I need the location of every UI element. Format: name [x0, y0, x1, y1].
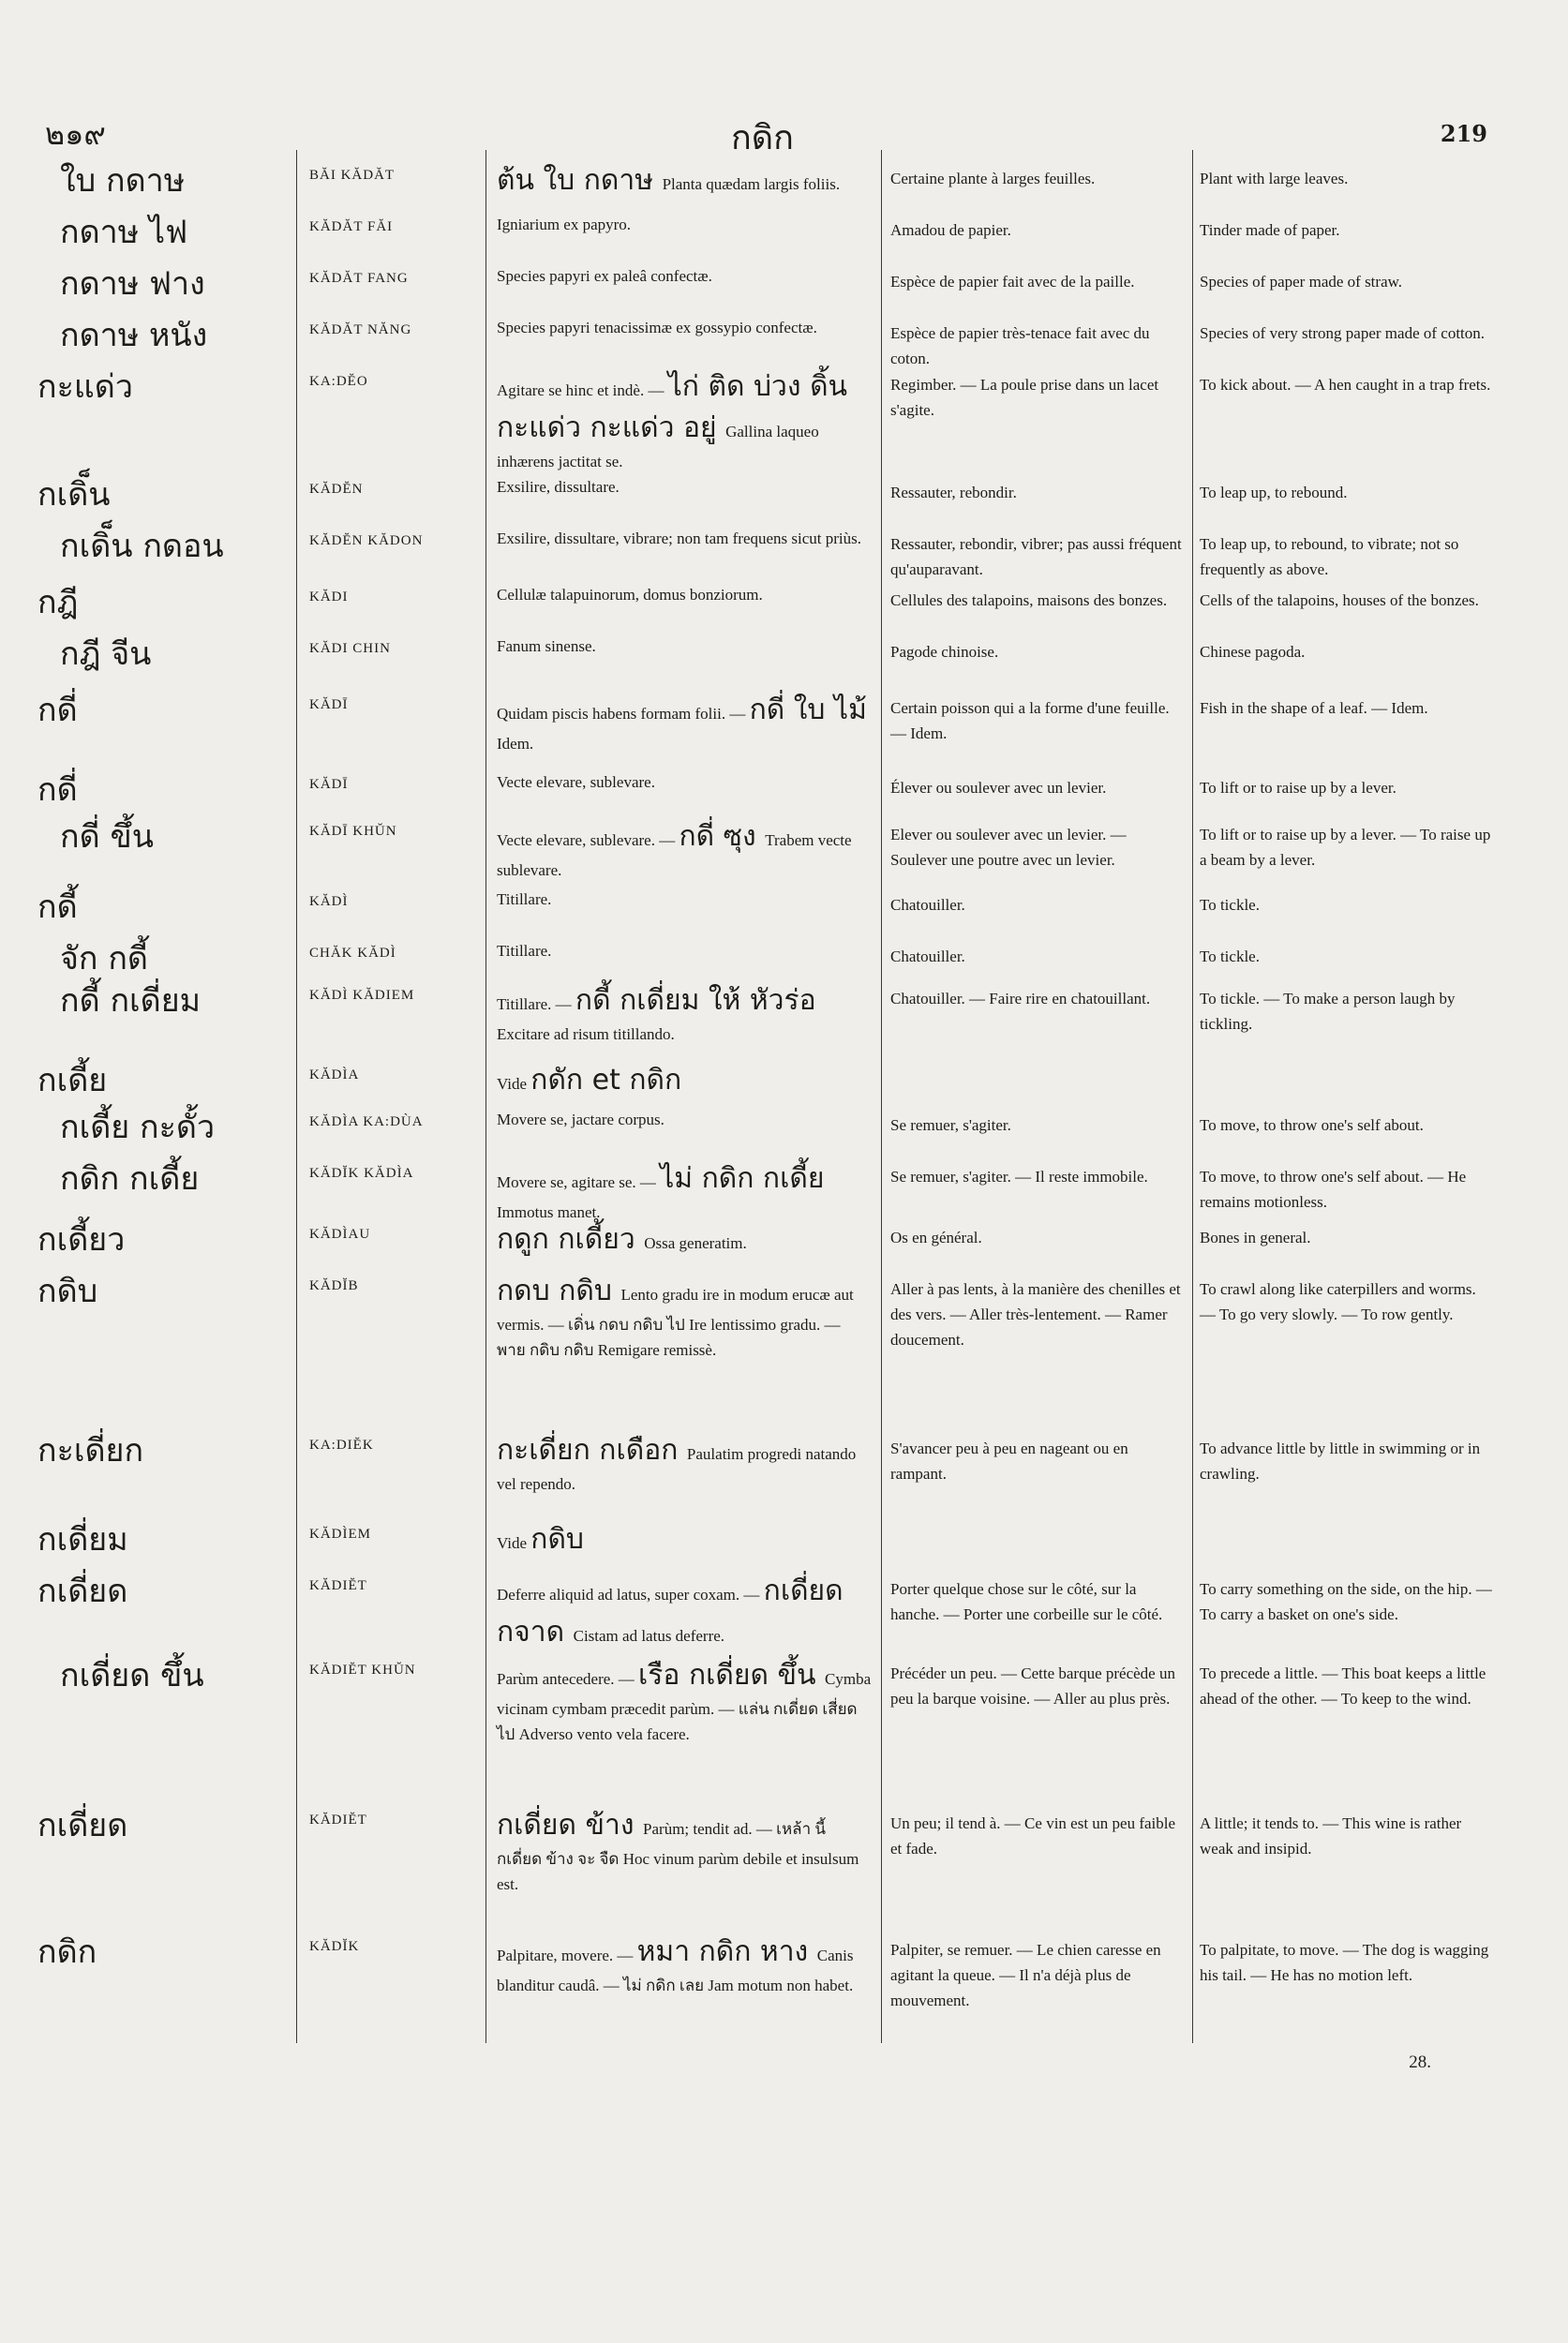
- entry-transliteration: KĂDĂT NĂNG: [309, 322, 412, 337]
- entry-french: Certain poisson qui a la forme d'une feuille. — Idem.: [890, 699, 1170, 742]
- entry-french: Elever ou soulever avec un levier. — Soulever une poutre avec un levier.: [890, 826, 1127, 869]
- latin-thai-example: กดี่ ซุง: [679, 820, 766, 853]
- latin-text: Vecte elevare, sublevare.: [497, 773, 655, 791]
- entry-english: To leap up, to rebound, to vibrate; not so frequently as above.: [1200, 535, 1459, 578]
- entry-english: A little; it tends to. — This wine is rather weak and insipid.: [1200, 1814, 1462, 1858]
- entry-transliteration: KĂDÌEM: [309, 1527, 371, 1542]
- entry-english: Tinder made of paper.: [1200, 221, 1340, 239]
- entry-french: Regimber. — La poule prise dans un lacet s'agite.: [890, 376, 1159, 419]
- entry-english: To leap up, to rebound.: [1200, 484, 1348, 501]
- entry-french: Espèce de papier très-tenace fait avec du coton.: [890, 324, 1150, 367]
- entry-headword: กเดิ็น: [37, 476, 111, 514]
- entry-french: Se remuer, s'agiter.: [890, 1116, 1011, 1134]
- latin-thai-example: ไม่ กดิก กเดี้ย: [660, 1162, 825, 1195]
- entry-transliteration: KĂDĂT FANG: [309, 271, 409, 286]
- latin-gloss: Gallina laqueo inhærens jactitat se.: [497, 423, 819, 470]
- entry-latin: [497, 1107, 872, 1132]
- entry-headword: กดี้ กเดี่ยม: [60, 982, 202, 1020]
- entry-latin: [497, 1430, 872, 1497]
- entry-transliteration: KĂDIĔT: [309, 1813, 367, 1828]
- entry-headword: กะแด่ว: [37, 368, 133, 406]
- entry-headword: กดี่: [37, 771, 78, 809]
- entry-french: Palpiter, se remuer. — Le chien caresse en agitant la queue. — Il n'a déjà plus de mouvement.: [890, 1941, 1161, 2009]
- entry-english: To tickle. — To make a person laugh by tickling.: [1200, 990, 1456, 1033]
- latin-thai-example: กดี่ ใบ ไม้: [749, 694, 867, 726]
- latin-text: Exsilire, dissultare.: [497, 478, 620, 496]
- entry-headword: กดาษ หนัง: [60, 317, 208, 354]
- entry-english: To move, to throw one's self about.: [1200, 1116, 1424, 1134]
- entry-headword: กเดี้ย: [37, 1062, 108, 1099]
- latin-text: Parùm antecedere. —: [497, 1670, 639, 1688]
- latin-text: Fanum sinense.: [497, 637, 596, 655]
- entry-latin: [497, 1805, 872, 1897]
- entry-english: Chinese pagoda.: [1200, 643, 1306, 661]
- entry-french: Précéder un peu. — Cette barque précède un peu la barque voisine. — Aller au plus près.: [890, 1664, 1175, 1708]
- entry-english: Fish in the shape of a leaf. — Idem.: [1200, 699, 1428, 717]
- entry-latin: [497, 1219, 872, 1261]
- latin-gloss: Paulatim progredi natando vel rependo.: [497, 1445, 857, 1493]
- entry-french: Ressauter, rebondir, vibrer; pas aussi fréquent qu'auparavant.: [890, 535, 1182, 578]
- entry-english: To tickle.: [1200, 948, 1260, 965]
- latin-text: Agitare se hinc et indè. —: [497, 381, 668, 399]
- entry-english: To palpitate, to move. — The dog is wagging his tail. — He has no motion left.: [1200, 1941, 1489, 1984]
- latin-text: Titillare.: [497, 890, 552, 908]
- entry-french: Amadou de papier.: [890, 221, 1011, 239]
- entry-english: To carry something on the side, on the hip. — To carry a basket on one's side.: [1200, 1580, 1492, 1623]
- latin-text: Vide: [497, 1534, 531, 1552]
- running-head: กดิก: [731, 119, 794, 157]
- entry-english: To advance little by little in swimming or in crawling.: [1200, 1440, 1481, 1483]
- entry-french: Pagode chinoise.: [890, 643, 999, 661]
- latin-gloss: Cistam ad latus deferre.: [573, 1627, 725, 1645]
- latin-gloss: Ossa generatim.: [644, 1234, 747, 1252]
- entry-latin: [497, 474, 872, 500]
- latin-text: Species papyri tenacissimæ ex gossypio confectæ.: [497, 319, 817, 336]
- latin-gloss: Planta quædam largis foliis.: [662, 175, 841, 193]
- entry-french: Chatouiller.: [890, 896, 965, 914]
- entry-latin: [497, 1158, 872, 1225]
- latin-text: Exsilire, dissultare, vibrare; non tam frequens sicut priùs.: [497, 530, 862, 547]
- entry-english: To precede a little. — This boat keeps a little ahead of the other. — To keep to the wind.: [1200, 1664, 1486, 1708]
- entry-transliteration: KĂDIĔT: [309, 1578, 367, 1593]
- latin-thai-example: ไก่ ติด บ่วง ดิ้น กะแด่ว กะแด่ว อยู่: [497, 370, 848, 444]
- latin-gloss: Lento gradu ire in modum erucæ aut vermis. — เดิ่น กดบ กดิบ ไป Ire lentissimo gradu. — พาย กดิบ กดิบ Remigare remissè.: [497, 1286, 854, 1359]
- entry-french: Chatouiller. — Faire rire en chatouillant.: [890, 990, 1151, 1007]
- latin-thai-example: กะเดี่ยก กเดือก: [497, 1434, 687, 1467]
- entry-headword: กดาษ ฟาง: [60, 265, 205, 303]
- entry-latin: [497, 526, 872, 551]
- entry-latin: [497, 1271, 872, 1363]
- entry-latin: [497, 816, 872, 883]
- column-rule: [881, 150, 882, 2043]
- entry-french: Porter quelque chose sur le côté, sur la hanche. — Porter une corbeille sur le côté.: [890, 1580, 1163, 1623]
- entry-headword: กเดี้ยว: [37, 1221, 126, 1259]
- entry-french: Os en général.: [890, 1229, 982, 1246]
- entry-latin: [497, 887, 872, 912]
- entry-latin: [497, 160, 872, 201]
- entry-headword: กเดี่ยม: [37, 1521, 128, 1559]
- latin-thai-example: หมา กดิก หาง: [636, 1935, 817, 1968]
- entry-latin: [497, 366, 872, 474]
- entry-latin: [497, 634, 872, 659]
- entry-latin: [497, 263, 872, 289]
- entry-transliteration: KĂDĬK KĂDÌA: [309, 1166, 414, 1181]
- latin-text: Movere se, agitare se. —: [497, 1173, 661, 1191]
- entry-headword: กเดิ็น กดอน: [60, 528, 224, 565]
- entry-headword: กะเดี่ยก: [37, 1432, 144, 1470]
- latin-gloss: Cymba vicinam cymbam præcedit parùm. — แล่น กเดี่ยด เสี่ยด ไป Adverso vento vela facere.: [497, 1670, 872, 1743]
- entry-french: Ressauter, rebondir.: [890, 484, 1017, 501]
- latin-text: Movere se, jactare corpus.: [497, 1111, 665, 1128]
- entry-transliteration: KĂDÌA KA:DÙA: [309, 1114, 424, 1129]
- entry-latin: [497, 1060, 872, 1101]
- entry-transliteration: KĂDĬK: [309, 1939, 360, 1954]
- entry-transliteration: KA:DIĔK: [309, 1438, 374, 1453]
- entry-latin: [497, 1655, 872, 1747]
- entry-french: Élever ou soulever avec un levier.: [890, 779, 1107, 797]
- entry-transliteration: KĂDÌ: [309, 894, 349, 909]
- entry-latin: [497, 1519, 872, 1560]
- entry-transliteration: KĂDIĔT KHŬN: [309, 1663, 416, 1678]
- entry-latin: [497, 1932, 872, 1998]
- entry-english: To move, to throw one's self about. — He remains motionless.: [1200, 1168, 1467, 1211]
- latin-thai-example: กดบ กดิบ: [497, 1275, 621, 1307]
- entry-headword: กดี้: [37, 888, 78, 926]
- entry-headword: จัก กดี้: [60, 940, 148, 977]
- latin-gloss: Excitare ad risum titillando.: [497, 1025, 675, 1043]
- entry-english: Species of paper made of straw.: [1200, 273, 1403, 291]
- latin-gloss: Trabem vecte sublevare.: [497, 831, 852, 879]
- entry-transliteration: KĂDĪ: [309, 697, 349, 712]
- entry-french: Se remuer, s'agiter. — Il reste immobile.: [890, 1168, 1148, 1186]
- latin-text: Vide: [497, 1075, 531, 1093]
- entry-latin: [497, 938, 872, 963]
- entry-headword: กดิก กเดี้ย: [60, 1160, 200, 1198]
- signature-mark: 28.: [1409, 2052, 1431, 2072]
- entry-headword: กดิบ: [37, 1273, 98, 1310]
- latin-text: Deferre aliquid ad latus, super coxam. —: [497, 1586, 764, 1604]
- entry-english: To lift or to raise up by a lever.: [1200, 779, 1396, 797]
- column-rule: [485, 150, 486, 2043]
- entry-transliteration: CHĂK KĂDÌ: [309, 946, 396, 961]
- entry-transliteration: KĂDÌAU: [309, 1227, 371, 1242]
- latin-text: Igniarium ex papyro.: [497, 216, 632, 233]
- entry-transliteration: BĂI KĂDĂT: [309, 168, 396, 183]
- latin-thai-example: กดี้ กเดี่ยม ให้ หัวร่อ: [575, 984, 816, 1017]
- page-thai-numeral: ๒๑๙: [45, 116, 106, 152]
- entry-english: To lift or to raise up by a lever. — To raise up a beam by a lever.: [1200, 826, 1491, 869]
- latin-gloss: Idem.: [497, 735, 534, 753]
- entry-latin: [497, 769, 872, 795]
- entry-english: To kick about. — A hen caught in a trap frets.: [1200, 376, 1491, 394]
- entry-english: To tickle.: [1200, 896, 1260, 914]
- entry-latin: [497, 582, 872, 607]
- entry-headword: กฎี: [37, 584, 79, 621]
- latin-thai-example: กดัก et กดิก: [530, 1064, 682, 1097]
- entry-headword: กดี่: [37, 692, 78, 729]
- entry-headword: กเดี่ยด: [37, 1807, 128, 1844]
- entry-french: Un peu; il tend à. — Ce vin est un peu faible et fade.: [890, 1814, 1176, 1858]
- entry-headword: กเดี่ยด: [37, 1573, 128, 1610]
- latin-gloss: Immotus manet.: [497, 1203, 601, 1221]
- entry-transliteration: KĂDI: [309, 589, 349, 604]
- latin-gloss: Canis blanditur caudâ. — ไม่ กดิก เลย Jam motum non habet.: [497, 1947, 854, 1994]
- entry-headword: กดิก: [37, 1933, 97, 1971]
- entry-french: S'avancer peu à peu en nageant ou en rampant.: [890, 1440, 1128, 1483]
- entry-transliteration: KA:DĔO: [309, 374, 368, 389]
- latin-thai-example: เรือ กเดี่ยด ขึ้น: [638, 1659, 826, 1692]
- entry-latin: [497, 690, 872, 756]
- latin-thai-example: กดูก กเดี้ยว: [497, 1223, 645, 1256]
- latin-text: Palpitare, movere. —: [497, 1947, 637, 1964]
- entry-headword: กเดี่ยด ขึ้น: [60, 1657, 204, 1694]
- entry-transliteration: KĂDĬB: [309, 1278, 359, 1293]
- entry-english: Bones in general.: [1200, 1229, 1311, 1246]
- entry-english: To crawl along like caterpillers and worms. — To go very slowly. — To row gently.: [1200, 1280, 1476, 1323]
- entry-english: Species of very strong paper made of cotton.: [1200, 324, 1486, 342]
- latin-gloss: Parùm; tendit ad. — เหล้า นี้ กเดี่ยด ข้าง จะ จืด Hoc vinum parùm debile et insulsum est.: [497, 1820, 859, 1893]
- entry-headword: กดี่ ขึ้น: [60, 818, 154, 856]
- latin-text: Titillare.: [497, 942, 552, 960]
- entry-french: Aller à pas lents, à la manière des chenilles et des vers. — Aller très-lentement. — Ramer doucement.: [890, 1280, 1181, 1349]
- entry-french: Chatouiller.: [890, 948, 965, 965]
- latin-thai-example: กดิบ: [530, 1523, 584, 1556]
- entry-english: Plant with large leaves.: [1200, 170, 1349, 187]
- entry-french: Cellules des talapoins, maisons des bonzes.: [890, 591, 1168, 609]
- entry-headword: กฎี จีน: [60, 635, 152, 673]
- entry-transliteration: KĂDĔN: [309, 482, 364, 497]
- entry-latin: [497, 315, 872, 340]
- latin-text: Quidam piscis habens formam folii. —: [497, 705, 750, 723]
- latin-thai-example: กเดี่ยด กจาด: [497, 1574, 844, 1649]
- latin-text: Titillare. —: [497, 995, 575, 1013]
- entry-headword: กดาษ ไฟ: [60, 214, 188, 251]
- entry-english: Cells of the talapoins, houses of the bonzes.: [1200, 591, 1479, 609]
- entry-transliteration: KĂDÌ KĂDIEM: [309, 988, 415, 1003]
- column-rule: [1192, 150, 1193, 2043]
- entry-french: Espèce de papier fait avec de la paille.: [890, 273, 1135, 291]
- latin-text: Species papyri ex paleâ confectæ.: [497, 267, 712, 285]
- latin-thai-example: กเดี่ยด ข้าง: [497, 1809, 644, 1842]
- entry-transliteration: KĂDĔN KĂDON: [309, 533, 424, 548]
- entry-transliteration: KĂDÌA: [309, 1067, 360, 1082]
- entry-latin: [497, 1571, 872, 1653]
- entry-transliteration: KĂDI CHIN: [309, 641, 391, 656]
- page-number: 219: [1440, 120, 1487, 147]
- entry-headword: กเดี้ย กะดั้ว: [60, 1109, 216, 1146]
- column-rule: [296, 150, 297, 2043]
- latin-text: Vecte elevare, sublevare. —: [497, 831, 679, 849]
- entry-latin: [497, 212, 872, 237]
- entry-french: Certaine plante à larges feuilles.: [890, 170, 1096, 187]
- entry-transliteration: KĂDĪ KHŬN: [309, 824, 397, 839]
- latin-thai-example: ต้น ใบ กดาษ: [497, 164, 663, 197]
- entry-headword: ใบ กดาษ: [60, 162, 186, 200]
- entry-transliteration: KĂDĪ: [309, 777, 349, 792]
- entry-transliteration: KĂDĂT FĂI: [309, 219, 394, 234]
- entry-latin: [497, 980, 872, 1047]
- latin-text: Cellulæ talapuinorum, domus bonziorum.: [497, 586, 763, 604]
